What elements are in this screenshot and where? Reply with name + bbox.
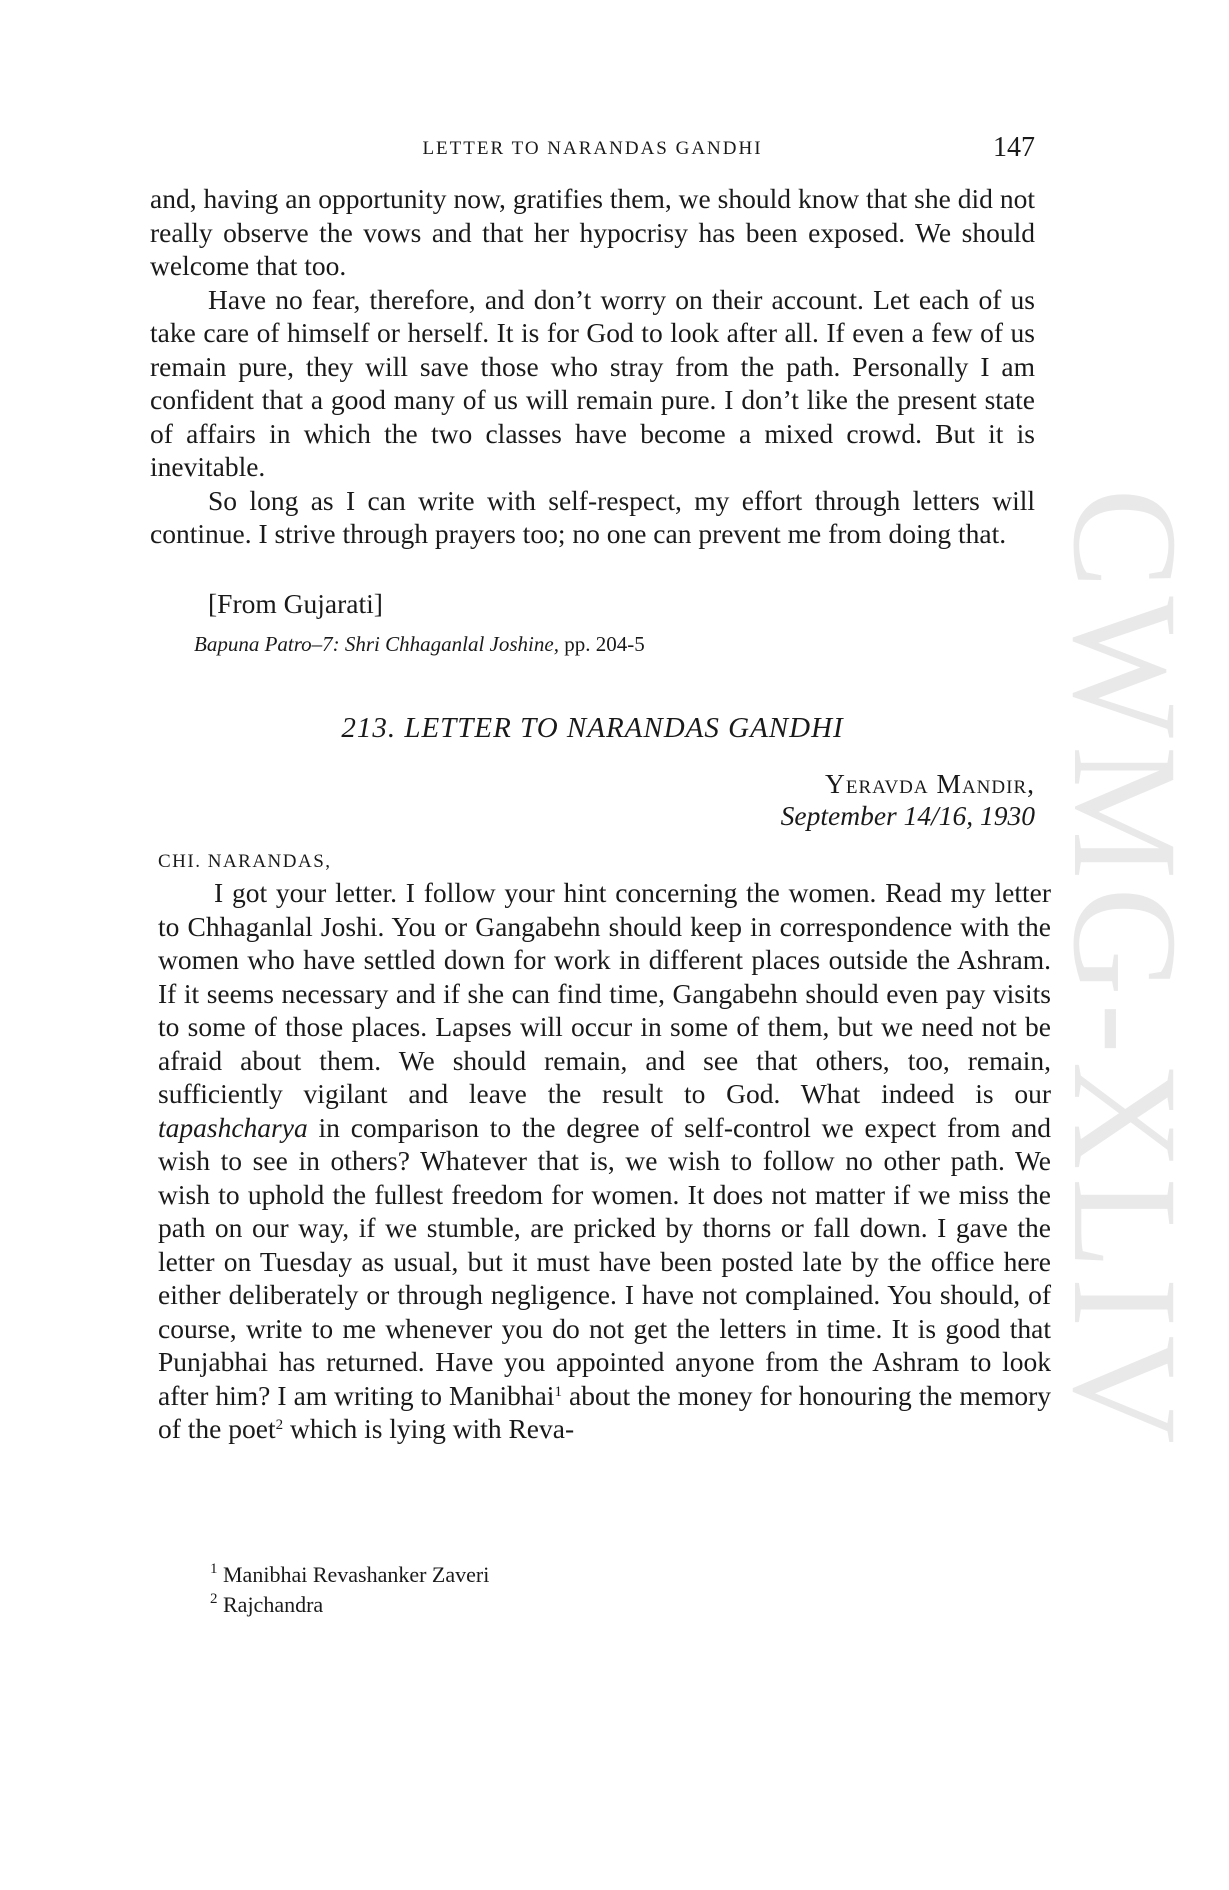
footnote-text: Rajchandra bbox=[223, 1592, 324, 1617]
source-language-note: [From Gujarati] bbox=[208, 588, 383, 619]
paragraph: Have no fear, therefore, and don’t worry on their account. Let each of us take care of himself or herself. It is for God to look after all. If even a few of us remain pure, they will save those who stray from the path. Personally I am confident that a good many of us will remain pure. I don’t like the present state of affairs in which the two classes have become a mixed crowd. But it is inevitable. bbox=[150, 283, 1035, 482]
footnote-marker: 2 bbox=[275, 1417, 284, 1433]
footnote bbox=[210, 1592, 323, 1618]
source-citation bbox=[194, 632, 645, 657]
citation-pages: pp. 204-5 bbox=[564, 632, 645, 656]
paragraph: So long as I can write with self-respect, my effort through letters will continue. I strive through prayers too; no one can prevent me from doing that. bbox=[150, 484, 1035, 549]
watermark bbox=[1025, 470, 1225, 1470]
running-head bbox=[150, 132, 1035, 172]
paragraph bbox=[158, 876, 1051, 1446]
footnote-mark: 2 bbox=[210, 1591, 218, 1607]
body-text: which is lying with Reva- bbox=[289, 1413, 575, 1444]
italic-term: tapashcharya bbox=[158, 1111, 308, 1143]
footnote-text: Manibhai Revashanker Zaveri bbox=[223, 1562, 490, 1587]
letter-body bbox=[158, 876, 1051, 1446]
footnote-marker: 1 bbox=[554, 1383, 562, 1400]
salutation: CHI. NARANDAS, bbox=[158, 851, 332, 872]
running-head-title: LETTER TO NARANDAS GANDHI bbox=[422, 138, 763, 159]
footnote-mark: 1 bbox=[210, 1561, 218, 1577]
citation-title: Bapuna Patro–7: Shri Chhaganlal Joshine, bbox=[194, 632, 559, 656]
paragraph: and, having an opportunity now, gratifies them, we should know that she did not really observe the vows and that her hypocrisy has been exposed. We should welcome that too. bbox=[150, 183, 1035, 281]
body-text: I got your letter. I follow your hint concerning the women. Read my letter to Chhaganlal Joshi. You or Gangabehn should keep in correspondence with the women who have settled down for work in different places outside the Ashram. If it seems necessary and if she can find time, Gangabehn should even pay visits to some of those places. Lapses will occur in some of them, but we need not be afraid about them. We should remain, and see that others, too, remain, sufficiently vigilant and leave the result to God. What indeed is our bbox=[158, 877, 1051, 1109]
letter-place: Yeravda Mandir, bbox=[825, 768, 1035, 799]
continued-letter-text bbox=[150, 182, 1035, 551]
body-text: in comparison to the degree of self-control we expect from and wish to see in others? Whatever that is, we wish to follow no other path. We wish to uphold the fullest freedom for women. It does not matter if we miss the path on our way, if we stumble, are pricked by thorns or fall down. I gave the letter on Tuesday as usual, but it must have been posted late by the office here either deliberately or through negligence. I have not complained. You should, of course, write to me whenever you do not get the letters in time. It is good that Punjabhai has returned. Have you appointed anyone from the Ashram to look after him? I am writing to Manibhai bbox=[158, 1111, 1052, 1411]
footnote bbox=[210, 1562, 489, 1588]
watermark-text: CWMG-XLIV bbox=[1042, 488, 1208, 1452]
body-text: about the money for honouring the memory of the poet bbox=[158, 1379, 1051, 1444]
page-number: 147 bbox=[993, 132, 1035, 163]
document-heading: 213. LETTER TO NARANDAS GANDHI bbox=[341, 712, 844, 744]
letter-date: September 14/16, 1930 bbox=[780, 800, 1035, 831]
